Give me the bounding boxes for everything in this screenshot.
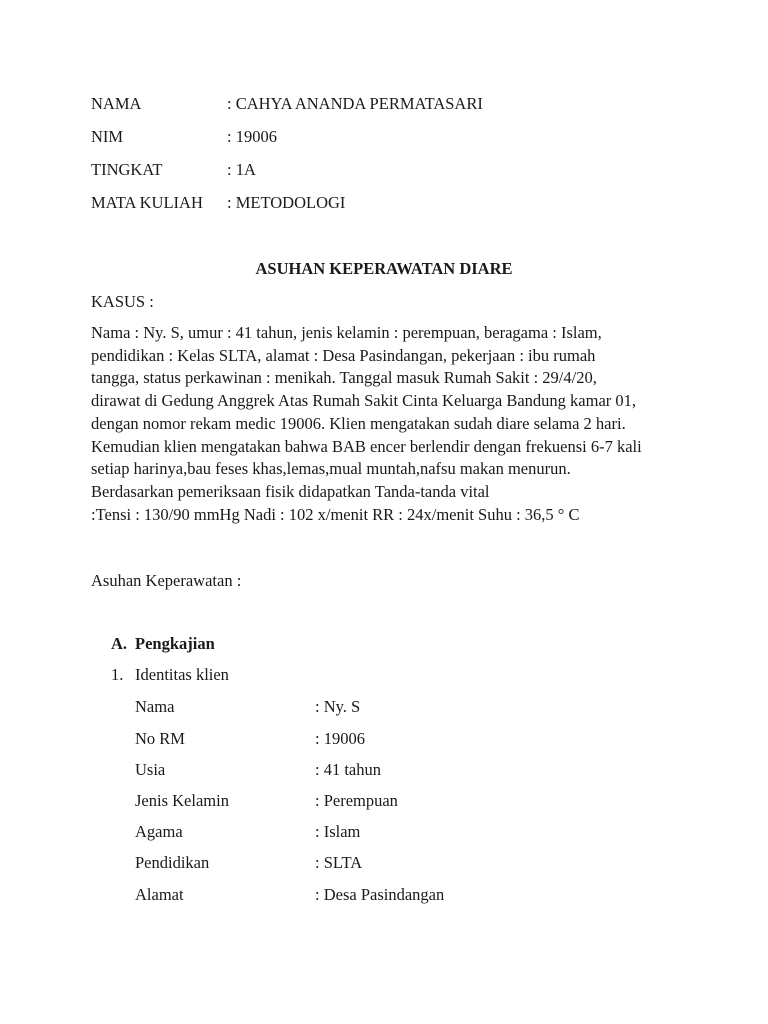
identity-label: Pendidikan bbox=[135, 853, 210, 872]
kasus-line: tangga, status perkawinan : menikah. Tanggal masuk Rumah Sakit : 29/4/20, bbox=[91, 368, 597, 388]
header-value: : 1A bbox=[227, 160, 256, 179]
kasus-line: dengan nomor rekam medic 19006. Klien mengatakan sudah diare selama 2 hari. bbox=[91, 413, 626, 433]
identity-row bbox=[135, 729, 365, 749]
identity-row bbox=[135, 791, 398, 811]
identity-label: Jenis Kelamin bbox=[135, 791, 229, 810]
section-title: Pengkajian bbox=[135, 634, 215, 653]
header-row-nim bbox=[91, 127, 277, 147]
identity-value: : Perempuan bbox=[315, 791, 398, 810]
identity-row bbox=[135, 697, 360, 717]
kasus-line: dirawat di Gedung Anggrek Atas Rumah Sakit Cinta Keluarga Bandung kamar 01, bbox=[91, 391, 637, 411]
asuhan-label: Asuhan Keperawatan : bbox=[91, 571, 242, 590]
header-label: NAMA bbox=[91, 94, 142, 113]
header-row-nama bbox=[91, 94, 483, 114]
header-label: NIM bbox=[91, 127, 124, 146]
identity-value: : 41 tahun bbox=[315, 760, 381, 779]
identity-value: : 19006 bbox=[315, 729, 365, 748]
list-item-title: Identitas klien bbox=[135, 665, 229, 684]
header-label: MATA KULIAH bbox=[91, 193, 203, 212]
header-value: : 19006 bbox=[227, 127, 277, 146]
kasus-line: Nama : Ny. S, umur : 41 tahun, jenis kelamin : perempuan, beragama : Islam, bbox=[91, 323, 602, 342]
header-row-mata-kuliah bbox=[91, 193, 345, 213]
identity-value: : Desa Pasindangan bbox=[315, 885, 445, 904]
header-value: : METODOLOGI bbox=[227, 193, 346, 212]
list-marker: 1. bbox=[111, 665, 124, 684]
kasus-line: Berdasarkan pemeriksaan fisik didapatkan Tanda-tanda vital bbox=[91, 481, 490, 501]
kasus-line: Kemudian klien mengatakan bahwa BAB encer berlendir dengan frekuensi 6-7 kali bbox=[91, 436, 642, 456]
identity-row bbox=[135, 822, 360, 842]
identity-value: : Islam bbox=[315, 822, 361, 841]
section-marker: A. bbox=[111, 634, 128, 653]
identity-value: : SLTA bbox=[315, 853, 363, 872]
identity-value: : Ny. S bbox=[315, 697, 361, 716]
kasus-label: KASUS : bbox=[91, 292, 154, 311]
identity-row bbox=[135, 885, 444, 905]
list-item-heading bbox=[111, 665, 229, 685]
identity-label: Agama bbox=[135, 822, 183, 841]
kasus-line: :Tensi : 130/90 mmHg Nadi : 102 x/menit RR : 24x/menit Suhu : 36,5 ° C bbox=[91, 504, 580, 524]
identity-row bbox=[135, 760, 381, 780]
kasus-line: pendidikan : Kelas SLTA, alamat : Desa Pasindangan, pekerjaan : ibu rumah bbox=[91, 345, 596, 365]
identity-label: Usia bbox=[135, 760, 166, 779]
kasus-line: setiap harinya,bau feses khas,lemas,mual muntah,nafsu makan menurun. bbox=[91, 459, 571, 479]
section-heading bbox=[111, 634, 215, 654]
document-title: ASUHAN KEPERAWATAN DIARE bbox=[255, 259, 513, 278]
header-value: : CAHYA ANANDA PERMATASARI bbox=[227, 94, 483, 113]
identity-row bbox=[135, 853, 362, 873]
identity-label: Alamat bbox=[135, 885, 184, 904]
header-label: TINGKAT bbox=[91, 160, 163, 179]
identity-label: Nama bbox=[135, 697, 175, 716]
header-row-tingkat bbox=[91, 160, 256, 180]
identity-label: No RM bbox=[135, 729, 185, 748]
kasus-paragraph bbox=[91, 322, 711, 526]
